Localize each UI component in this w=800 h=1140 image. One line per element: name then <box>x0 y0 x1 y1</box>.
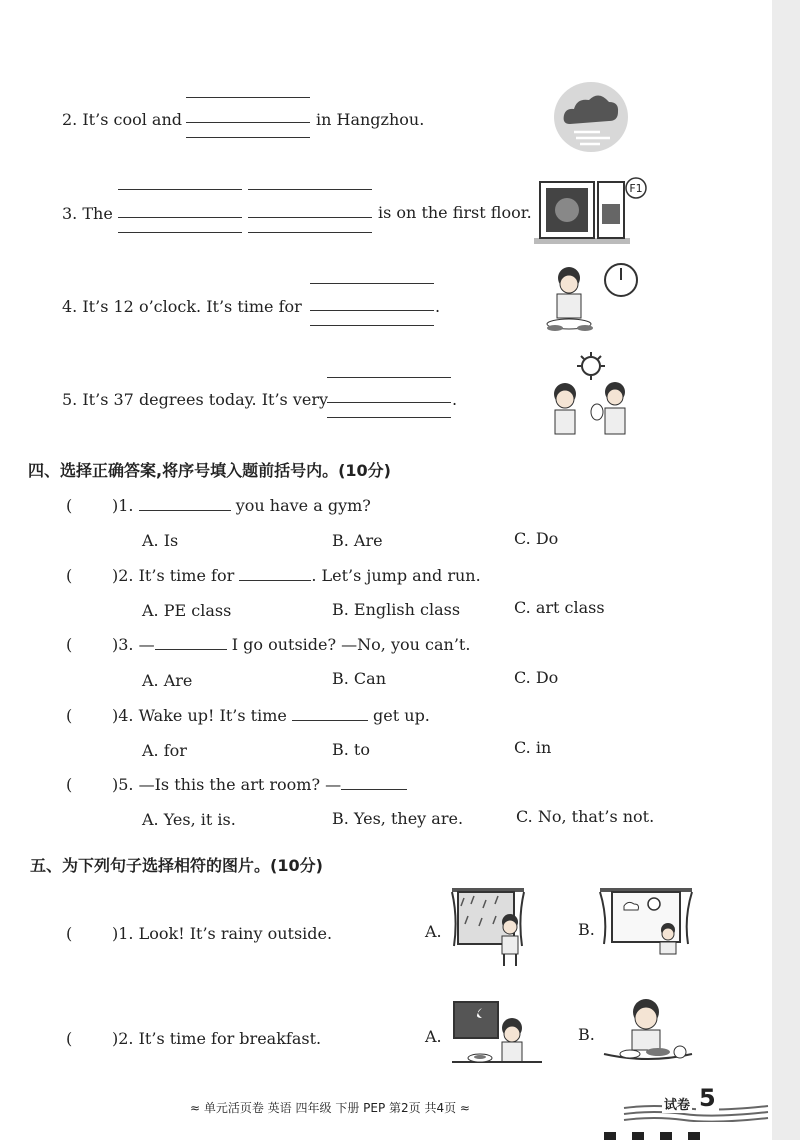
cloud-wind-icon <box>552 80 630 154</box>
option-a[interactable]: A. PE class <box>142 601 232 620</box>
blank[interactable] <box>239 566 311 581</box>
s3-item-4 <box>62 297 302 316</box>
option-b[interactable]: B. Are <box>332 531 383 550</box>
paren-close: ) <box>112 496 119 515</box>
option-a[interactable]: A. for <box>142 741 187 760</box>
answer-line[interactable] <box>248 232 372 233</box>
sunny-window-picture <box>598 886 694 956</box>
morning-breakfast-picture <box>600 994 696 1066</box>
s4-question-1 <box>112 496 371 515</box>
option-b[interactable]: B. Can <box>332 669 387 688</box>
option-c[interactable]: C. Do <box>514 668 559 687</box>
paren-close: ) <box>112 706 119 725</box>
item-text-after: . <box>435 297 441 316</box>
floor-badge: F1 <box>629 182 643 195</box>
option-b[interactable]: B. English class <box>332 600 461 619</box>
rainy-window-picture <box>448 886 530 968</box>
s4-question-4 <box>112 706 430 725</box>
boy-eating-clock-icon <box>545 262 645 342</box>
paren-close: ) <box>112 775 119 794</box>
footer-label: 试卷 <box>662 1094 692 1113</box>
s3-item-5 <box>62 390 328 409</box>
option-c[interactable]: C. art class <box>514 598 605 617</box>
blank[interactable] <box>155 635 227 650</box>
blank[interactable] <box>292 706 368 721</box>
item-text-before: It’s 12 o’clock. It’s time for <box>82 297 302 316</box>
section5-title: 五、为下列句子选择相符的图片。(10分) <box>30 856 323 875</box>
answer-line[interactable] <box>248 217 372 218</box>
option-c[interactable]: C. Do <box>514 529 559 548</box>
s3-item-3 <box>62 204 113 223</box>
paren-close: ) <box>112 1029 119 1048</box>
option-c[interactable]: C. in <box>514 738 552 757</box>
night-dinner-picture <box>450 1000 546 1070</box>
s5-question-1 <box>112 924 332 943</box>
question-number: 4. <box>118 706 134 725</box>
page-edge-shadow <box>772 0 800 1140</box>
question-post: you have a gym? <box>235 496 371 515</box>
question-text: It’s time for breakfast. <box>138 1029 322 1048</box>
print-mark <box>688 1132 700 1140</box>
section4-title: 四、选择正确答案,将序号填入题前括号内。(10分) <box>28 461 391 480</box>
paren-close: ) <box>112 635 119 654</box>
s4-question-3 <box>112 635 470 654</box>
item-text-after: in Hangzhou. <box>316 110 425 129</box>
answer-line[interactable] <box>310 310 434 311</box>
question-pre: —Is this the art room? — <box>138 775 342 794</box>
answer-paren-open[interactable]: ( <box>66 706 73 725</box>
question-number: 2. <box>118 1029 134 1048</box>
option-a[interactable]: A. Is <box>142 531 179 550</box>
paren-close: ) <box>112 566 119 585</box>
answer-line[interactable] <box>327 377 451 378</box>
item-text-after: . <box>452 390 458 409</box>
question-pre: It’s time for <box>138 566 235 585</box>
question-number: 1. <box>118 924 134 943</box>
print-mark <box>660 1132 672 1140</box>
item-text-before: It’s cool and <box>82 110 183 129</box>
option-a[interactable]: A. Are <box>142 671 193 690</box>
answer-paren-open[interactable]: ( <box>66 924 73 943</box>
answer-paren-open[interactable]: ( <box>66 775 73 794</box>
footer-info: ≈ 单元活页卷 英语 四年级 下册 PEP 第2页 共4页 ≈ <box>190 1101 470 1115</box>
s4-question-5 <box>112 775 407 794</box>
answer-line[interactable] <box>327 417 451 418</box>
answer-line[interactable] <box>186 122 310 123</box>
paren-close: ) <box>112 924 119 943</box>
item-text-before: The <box>82 204 113 223</box>
blank[interactable] <box>139 496 231 511</box>
item-number: 2. <box>62 110 78 129</box>
option-c[interactable]: C. No, that’s not. <box>516 807 655 826</box>
item-number: 3. <box>62 204 78 223</box>
question-post: . Let’s jump and run. <box>311 566 481 585</box>
answer-line[interactable] <box>310 283 434 284</box>
item-text-after: is on the first floor. <box>378 203 532 222</box>
question-post: get up. <box>373 706 430 725</box>
question-text: Look! It’s rainy outside. <box>138 924 333 943</box>
item-text-before: It’s 37 degrees today. It’s very <box>82 390 329 409</box>
answer-paren-open[interactable]: ( <box>66 635 73 654</box>
answer-paren-open[interactable]: ( <box>66 566 73 585</box>
question-number: 1. <box>118 496 134 515</box>
option-a[interactable]: A. Yes, it is. <box>142 810 236 829</box>
room-floor-icon <box>532 176 650 246</box>
question-number: 3. <box>118 635 134 654</box>
blank[interactable] <box>341 775 407 790</box>
answer-line[interactable] <box>327 402 451 403</box>
answer-line[interactable] <box>186 137 310 138</box>
item-number: 4. <box>62 297 78 316</box>
option-b-label[interactable]: B. <box>578 920 595 939</box>
item-number: 5. <box>62 390 78 409</box>
question-number: 2. <box>118 566 134 585</box>
answer-line[interactable] <box>310 325 434 326</box>
answer-line[interactable] <box>118 189 242 190</box>
option-b[interactable]: B. to <box>332 740 370 759</box>
answer-paren-open[interactable]: ( <box>66 1029 73 1048</box>
question-pre: Wake up! It’s time <box>138 706 287 725</box>
option-b[interactable]: B. Yes, they are. <box>332 809 464 828</box>
question-number: 5. <box>118 775 134 794</box>
answer-paren-open[interactable]: ( <box>66 496 73 515</box>
answer-line[interactable] <box>248 189 372 190</box>
print-mark <box>604 1132 616 1140</box>
answer-line[interactable] <box>118 217 242 218</box>
option-a-label[interactable]: A. <box>425 922 442 941</box>
answer-line[interactable] <box>118 232 242 233</box>
option-b-label[interactable]: B. <box>578 1025 595 1044</box>
s4-question-2 <box>112 566 481 585</box>
s5-question-2 <box>112 1029 321 1048</box>
option-a-label[interactable]: A. <box>425 1027 442 1046</box>
question-post: I go outside? —No, you can’t. <box>231 635 471 654</box>
page-number: 5 <box>696 1084 719 1112</box>
answer-line[interactable] <box>186 97 310 98</box>
kids-hot-sun-icon <box>545 352 637 438</box>
question-pre: — <box>138 635 155 654</box>
s3-item-2 <box>62 110 182 129</box>
print-mark <box>632 1132 644 1140</box>
